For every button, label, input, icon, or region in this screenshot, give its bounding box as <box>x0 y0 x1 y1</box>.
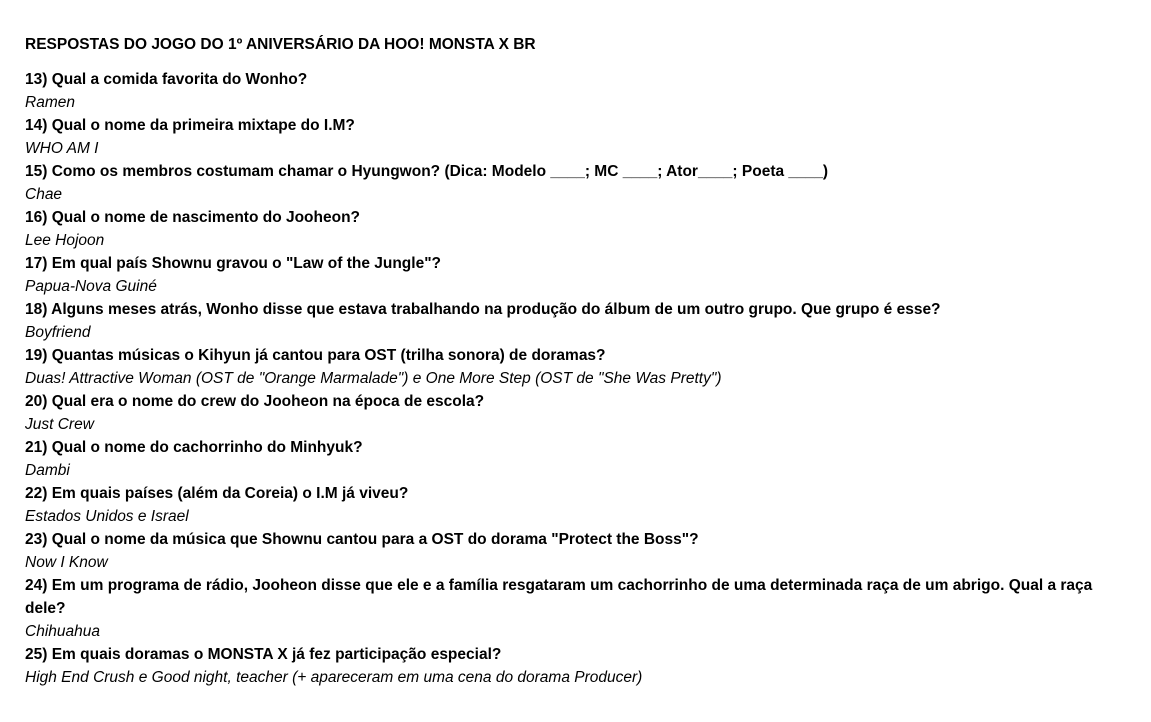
question: 19) Quantas músicas o Kihyun já cantou para OST (trilha sonora) de doramas? <box>25 347 606 364</box>
qa-list <box>25 68 1130 689</box>
answer: High End Crush e Good night, teacher (+ apareceram em uma cena do dorama Producer) <box>25 669 643 686</box>
question: 20) Qual era o nome do crew do Jooheon na época de escola? <box>25 393 485 410</box>
qa-item <box>25 68 1130 114</box>
answer: WHO AM I <box>25 140 99 157</box>
answer: Lee Hojoon <box>25 232 105 249</box>
qa-item <box>25 344 1130 390</box>
question: 25) Em quais doramas o MONSTA X já fez participação especial? <box>25 646 502 663</box>
answer: Dambi <box>25 462 70 479</box>
qa-item <box>25 206 1130 252</box>
question: 15) Como os membros costumam chamar o Hyungwon? (Dica: Modelo ____; MC ____; Ator____; Poeta ____) <box>25 163 829 180</box>
qa-item <box>25 482 1130 528</box>
qa-item <box>25 114 1130 160</box>
answer: Chae <box>25 186 63 203</box>
question: 13) Qual a comida favorita do Wonho? <box>25 71 308 88</box>
qa-item <box>25 298 1130 344</box>
answer: Papua-Nova Guiné <box>25 278 157 295</box>
question: 14) Qual o nome da primeira mixtape do I.M? <box>25 117 355 134</box>
document-title: RESPOSTAS DO JOGO DO 1º ANIVERSÁRIO DA HOO! MONSTA X BR <box>25 36 536 53</box>
answer: Just Crew <box>25 416 94 433</box>
question: 22) Em quais países (além da Coreia) o I.M já viveu? <box>25 485 409 502</box>
qa-item <box>25 436 1130 482</box>
document <box>25 35 1130 689</box>
qa-item <box>25 643 1130 689</box>
answer: Now I Know <box>25 554 108 571</box>
question: 18) Alguns meses atrás, Wonho disse que estava trabalhando na produção do álbum de um outro grupo. Que grupo é esse? <box>25 301 941 318</box>
qa-item <box>25 574 1130 643</box>
question: 24) Em um programa de rádio, Jooheon disse que ele e a família resgataram um cachorrinho de uma determinada raça de um abrigo. Qual a raça dele? <box>25 577 1093 617</box>
qa-item <box>25 160 1130 206</box>
question: 23) Qual o nome da música que Shownu cantou para a OST do dorama "Protect the Boss"? <box>25 531 699 548</box>
answer: Estados Unidos e Israel <box>25 508 189 525</box>
qa-item <box>25 390 1130 436</box>
question: 17) Em qual país Shownu gravou o "Law of the Jungle"? <box>25 255 442 272</box>
question: 16) Qual o nome de nascimento do Jooheon? <box>25 209 361 226</box>
answer: Chihuahua <box>25 623 100 640</box>
answer: Boyfriend <box>25 324 91 341</box>
answer: Ramen <box>25 94 75 111</box>
qa-item <box>25 528 1130 574</box>
qa-item <box>25 252 1130 298</box>
answer: Duas! Attractive Woman (OST de "Orange Marmalade") e One More Step (OST de "She Was Pretty") <box>25 370 722 387</box>
question: 21) Qual o nome do cachorrinho do Minhyuk? <box>25 439 363 456</box>
